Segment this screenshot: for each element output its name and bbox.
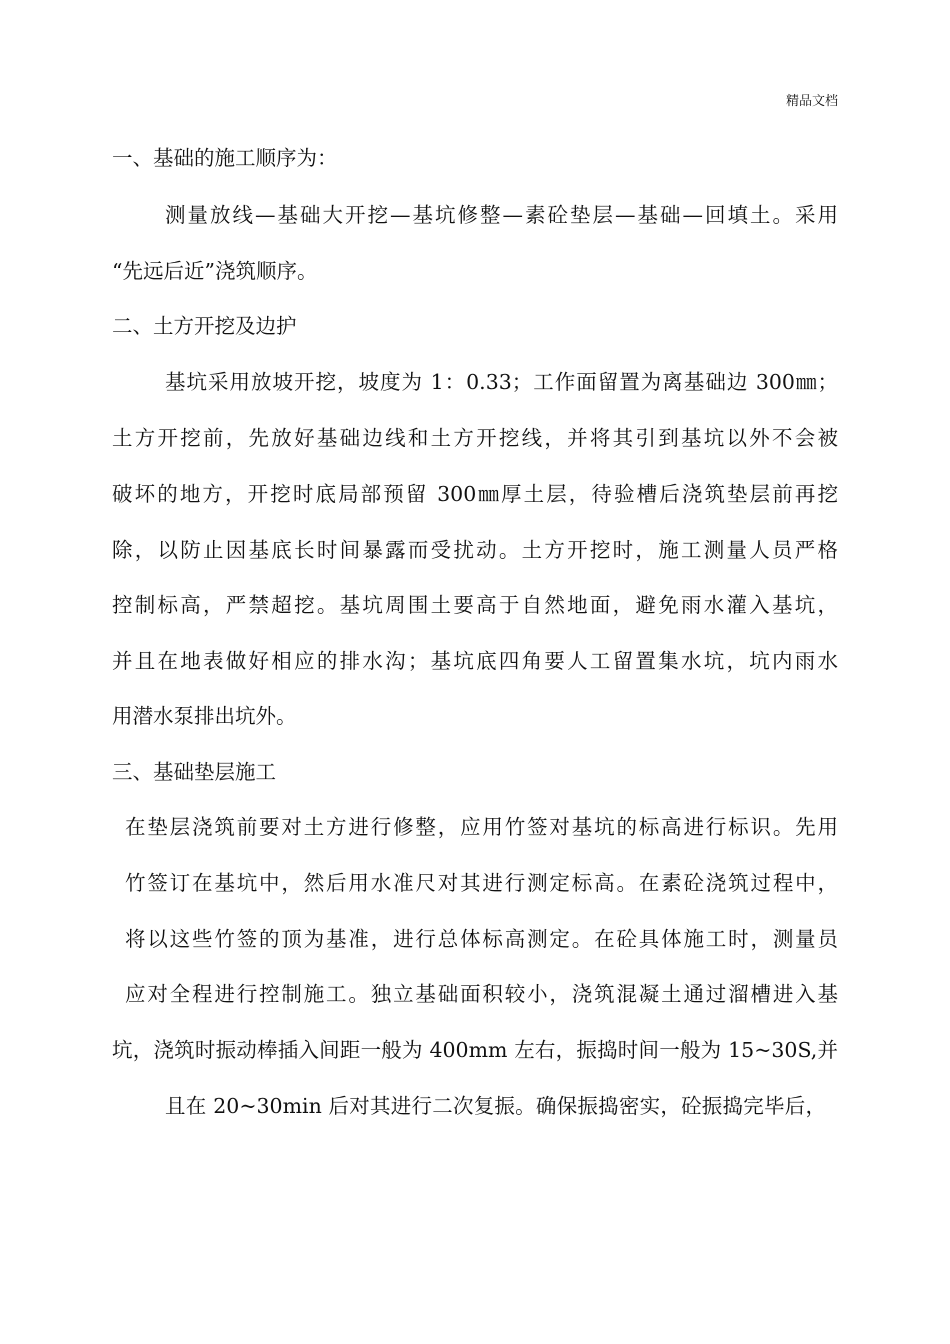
paragraph-line: 在垫层浇筑前要对土方进行修整，应用竹签对基坑的标高进行标识。先用 bbox=[125, 815, 838, 839]
paragraph-line: 除，以防止因基底长时间暴露而受扰动。土方开挖时，施工测量人员严格 bbox=[112, 538, 838, 562]
paragraph-line: 土方开挖前，先放好基础边线和土方开挖线，并将其引到基坑以外不会被 bbox=[112, 426, 838, 450]
section-heading-3: 三、基础垫层施工 bbox=[112, 760, 276, 784]
paragraph-line: 破坏的地方，开挖时底局部预留 300㎜厚土层，待验槽后浇筑垫层前再挖 bbox=[112, 482, 838, 506]
paragraph-line: 将以这些竹签的顶为基准，进行总体标高测定。在砼具体施工时，测量员 bbox=[125, 927, 838, 951]
paragraph-line: 应对全程进行控制施工。独立基础面积较小，浇筑混凝土通过溜槽进入基 bbox=[125, 982, 838, 1006]
section-heading-1: 一、基础的施工顺序为： bbox=[112, 146, 338, 170]
paragraph-line: 基坑采用放坡开挖，坡度为 1：0.33；工作面留置为离基础边 300㎜； bbox=[165, 370, 838, 394]
paragraph-line: 并且在地表做好相应的排水沟；基坑底四角要人工留置集水坑，坑内雨水 bbox=[112, 649, 838, 673]
paragraph-line: 且在 20~30min 后对其进行二次复振。确保振捣密实，砼振捣完毕后， bbox=[165, 1094, 826, 1118]
paragraph-line: 坑，浇筑时振动棒插入间距一般为 400mm 左右，振捣时间一般为 15~30S,并 bbox=[112, 1038, 838, 1062]
paragraph-line: 测量放线—基础大开挖—基坑修整—素砼垫层—基础—回填土。采用 bbox=[165, 203, 838, 227]
paragraph-line: 用潜水泵排出坑外。 bbox=[112, 704, 297, 728]
paragraph-line: “先远后近”浇筑顺序。 bbox=[112, 259, 318, 283]
page-header: 精品文档 bbox=[785, 94, 838, 109]
section-heading-2: 二、土方开挖及边护 bbox=[112, 314, 297, 338]
paragraph-line: 竹签订在基坑中，然后用水准尺对其进行测定标高。在素砼浇筑过程中， bbox=[125, 871, 838, 895]
paragraph-line: 控制标高，严禁超挖。基坑周围土要高于自然地面，避免雨水灌入基坑， bbox=[112, 593, 838, 617]
